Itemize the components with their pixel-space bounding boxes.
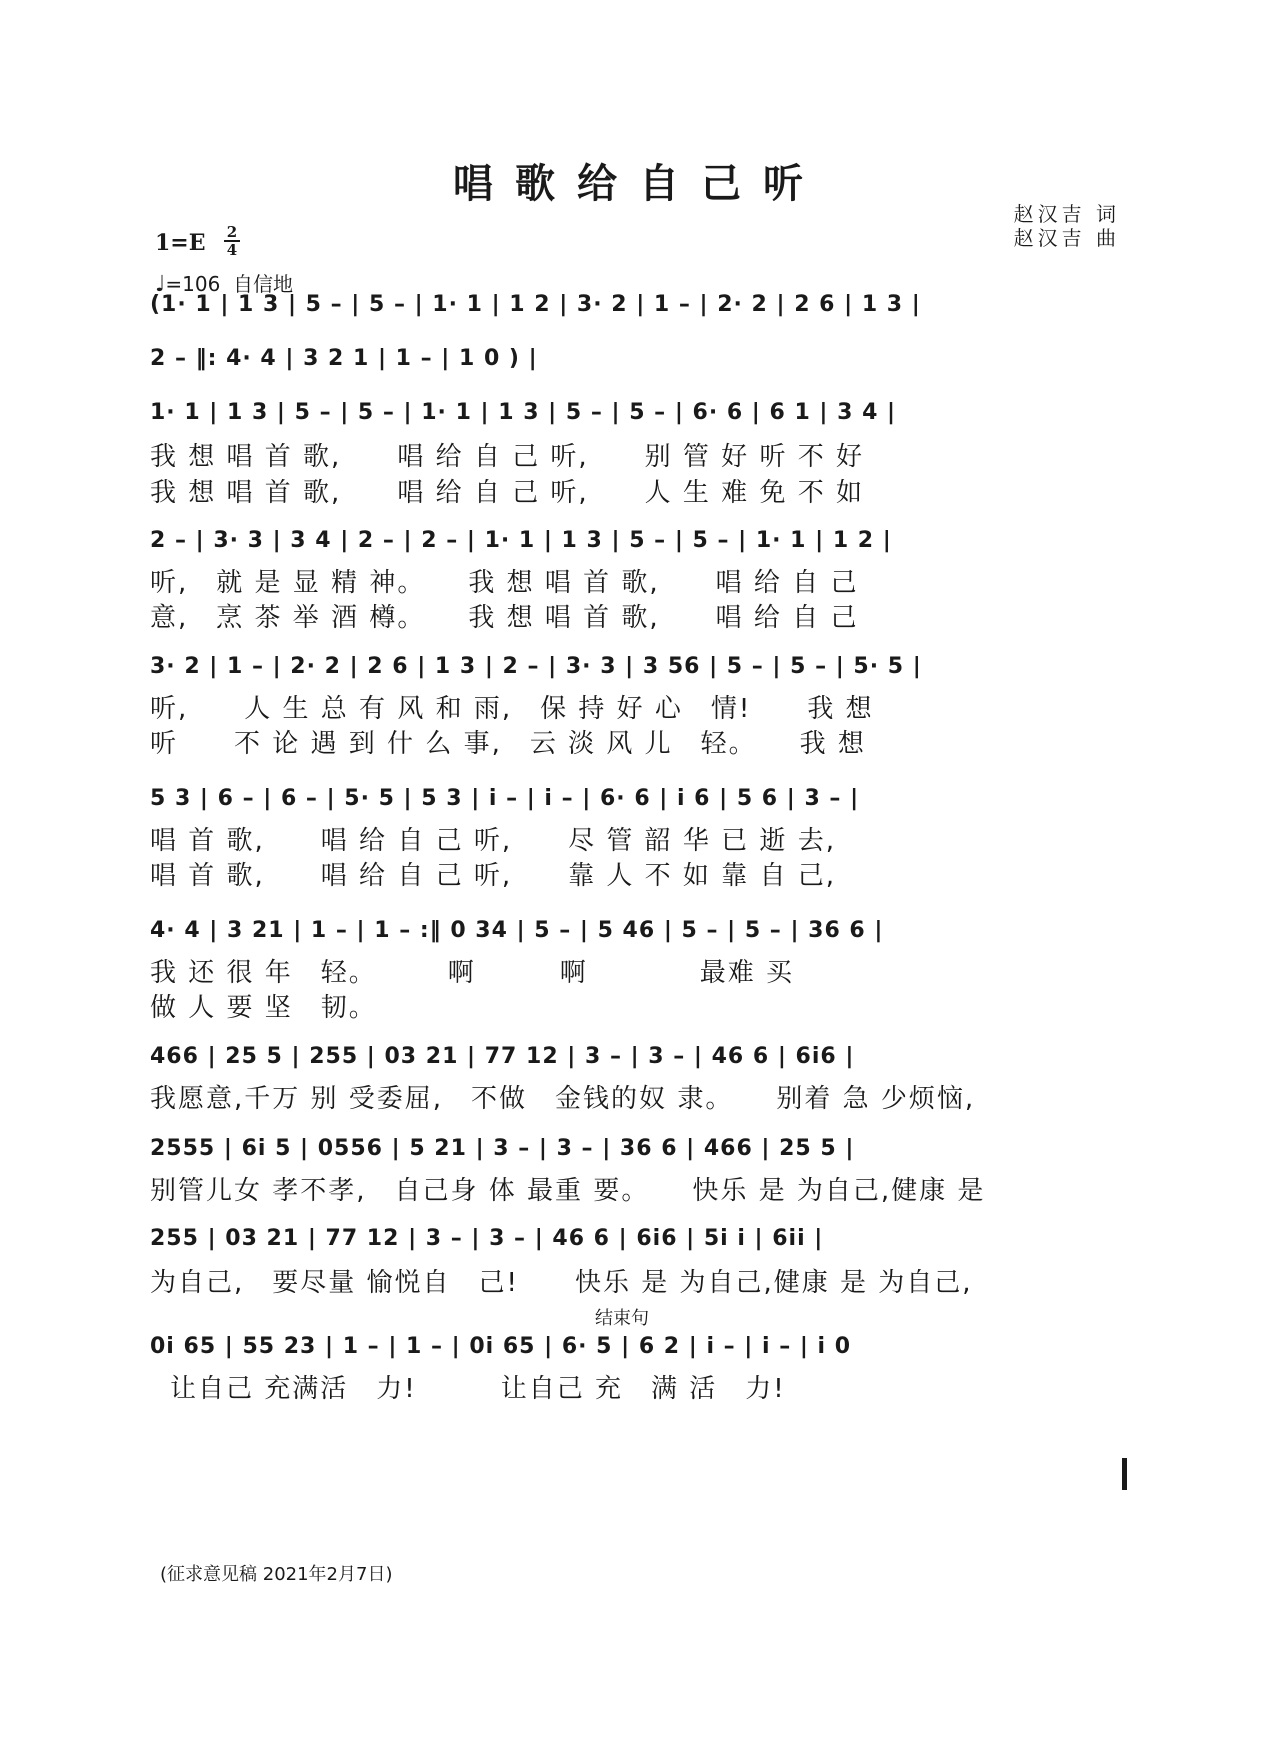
notation-row: 5 3 | 6 – | 6 – | 5· 5 | 5 3 | i – | i – | 6· 6 | i 6 | 5 6 | 3 – | <box>150 786 860 811</box>
lyrics-verse-1: 我 想 唱 首 歌, 唱 给 自 己 听, 别 管 好 听 不 好 <box>150 442 864 472</box>
ending-label: 结束句 <box>595 1308 649 1329</box>
notation-row: 2 – | 3· 3 | 3 4 | 2 – | 2 – | 1· 1 | 1 3 | 5 – | 5 – | 1· 1 | 1 2 | <box>150 528 892 553</box>
final-barline <box>1122 1458 1127 1490</box>
lyrics-line: 为自己, 要尽量 愉悦自 己! 快乐 是 为自己,健康 是 为自己, <box>150 1268 973 1298</box>
key-signature: 1=E <box>155 230 206 256</box>
notation-row: 466 | 25 5 | 255 | 03 21 | 77 12 | 3 – | 3 – | 46 6 | 6i6 | <box>150 1044 855 1069</box>
time-signature: 2 4 <box>222 224 242 258</box>
lyrics-verse-2: 做 人 要 坚 韧。 <box>150 993 377 1023</box>
lyricist-credit: 赵汉吉 词 <box>1013 202 1120 226</box>
song-title: 唱歌给自己听 <box>453 161 825 207</box>
notation-row: 0i 65 | 55 23 | 1 – | 1 – | 0i 65 | 6· 5 | 6 2 | i – | i – | i 0 <box>150 1334 852 1359</box>
composer-credit: 赵汉吉 曲 <box>1013 226 1120 250</box>
staff-line-2 <box>150 346 1128 398</box>
notation-row: 2555 | 6i 5 | 0556 | 5 21 | 3 – | 3 – | 36 6 | 466 | 25 5 | <box>150 1136 855 1161</box>
lyrics-verse-1: 听, 就 是 显 精 神。 我 想 唱 首 歌, 唱 给 自 己 <box>150 568 859 598</box>
tempo-marking: ♩=106 自信地 <box>155 272 294 297</box>
lyrics-line: 别管儿女 孝不孝, 自己身 体 最重 要。 快乐 是 为自己,健康 是 <box>150 1176 986 1206</box>
notation-row: 3· 2 | 1 – | 2· 2 | 2 6 | 1 3 | 2 – | 3· 3 | 3 56 | 5 – | 5 – | 5· 5 | <box>150 654 922 679</box>
lyrics-verse-1: 唱 首 歌, 唱 给 自 己 听, 尽 管 韶 华 已 逝 去, <box>150 826 836 856</box>
lyrics-verse-2: 我 想 唱 首 歌, 唱 给 自 己 听, 人 生 难 免 不 如 <box>150 478 864 508</box>
notation-row: 4· 4 | 3 21 | 1 – | 1 – :‖ 0 34 | 5 – | 5 46 | 5 – | 5 – | 36 6 | <box>150 918 884 943</box>
lyrics-verse-2: 听 不 论 遇 到 什 么 事, 云 淡 风 儿 轻。 我 想 <box>150 729 866 759</box>
quarter-note-icon: ♩ <box>155 272 166 297</box>
lyrics-verse-1: 我 还 很 年 轻。 啊 啊 最难 买 <box>150 958 795 988</box>
notation-row: 255 | 03 21 | 77 12 | 3 – | 3 – | 46 6 | 6i6 | 5i i | 6ii | <box>150 1226 824 1251</box>
notation-row: 2 – ‖: 4· 4 | 3 2 1 | 1 – | 1 0 ) | <box>150 346 538 371</box>
lyrics-verse-1: 听, 人 生 总 有 风 和 雨, 保 持 好 心 情! 我 想 <box>150 694 874 724</box>
lyrics-line: 让自己 充满活 力! 让自己 充 满 活 力! <box>170 1374 786 1404</box>
staff-line-1 <box>150 292 1128 344</box>
footnote: (征求意见稿 2021年2月7日) <box>160 1564 393 1585</box>
notation-row: (1· 1 | 1 3 | 5 – | 5 – | 1· 1 | 1 2 | 3· 2 | 1 – | 2· 2 | 2 6 | 1 3 | <box>150 292 921 317</box>
lyrics-verse-2: 意, 烹 茶 举 酒 樽。 我 想 唱 首 歌, 唱 给 自 己 <box>150 603 859 633</box>
lyrics-verse-2: 唱 首 歌, 唱 给 自 己 听, 靠 人 不 如 靠 自 己, <box>150 861 836 891</box>
notation-row: 1· 1 | 1 3 | 5 – | 5 – | 1· 1 | 1 3 | 5 – | 5 – | 6· 6 | 6 1 | 3 4 | <box>150 400 897 425</box>
lyrics-line: 我愿意,千万 别 受委屈, 不做 金钱的奴 隶。 别着 急 少烦恼, <box>150 1084 976 1114</box>
